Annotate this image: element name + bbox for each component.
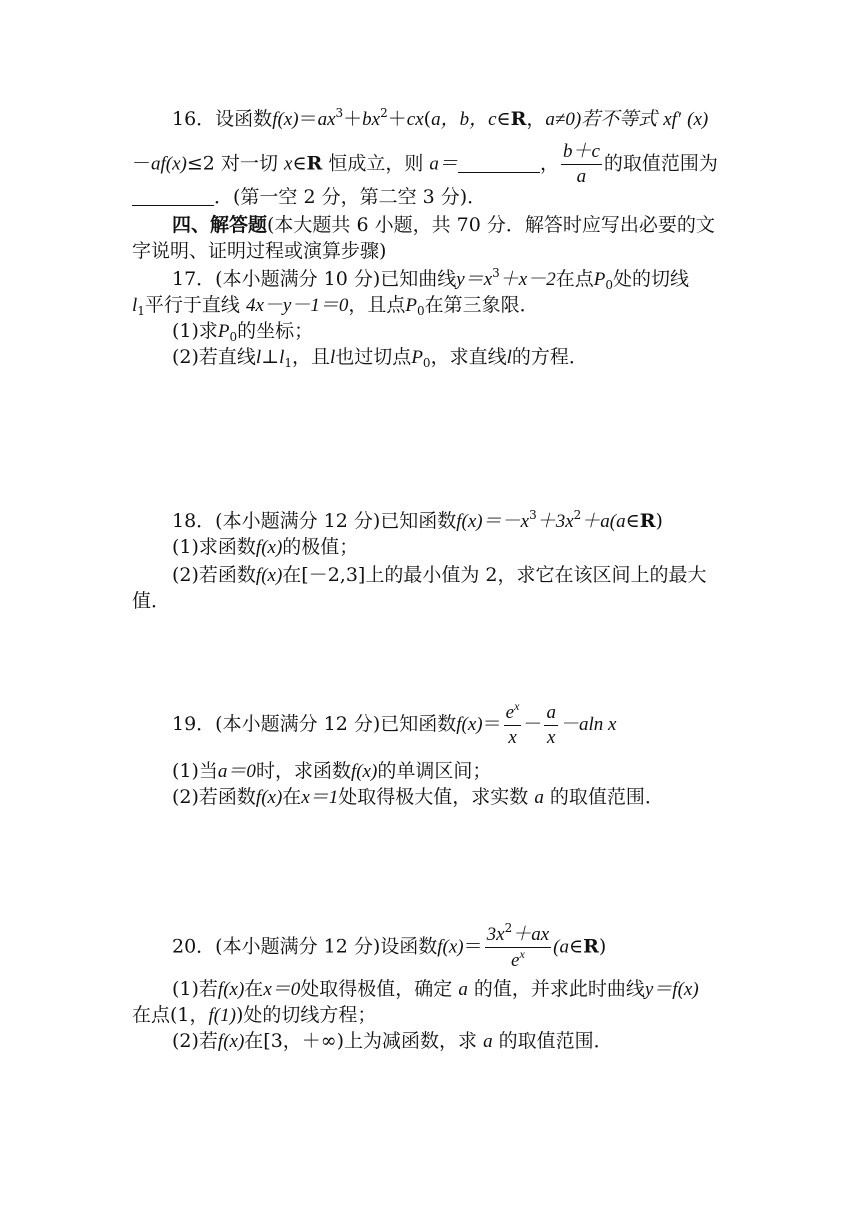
q17-part2: (2)若直线$l\perp l_1$，且l也过切点$P_0$，求直线l的方程． [172, 346, 588, 370]
section-title: 四、解答题 [172, 214, 268, 236]
q20-part1-cont: 在点(1，f(1))处的切线方程； [132, 1004, 377, 1026]
q19-part1: (1)当a＝0时，求函数f(x)的单调区间； [172, 760, 492, 782]
q16-line2: －af(x)≤2 对一切 x∈R 恒成立，则 a＝ ， $\frac{b+c}{a}$ 的取值范围为 [132, 141, 718, 187]
fraction-b-plus-c-over-a: $\frac{b+c}{a}$ [562, 141, 600, 187]
q18-line1: 18．(本小题满分 12 分)已知函数$f(x)=-x^3+3x^2+a(a\in R)$ [172, 508, 663, 532]
section4-line2: 字说明、证明过程或演算步骤) [132, 240, 387, 262]
answer-blank-1 [458, 154, 540, 173]
answer-blank-2 [132, 187, 214, 206]
q18-part1: (1)求函数f(x)的极值； [172, 536, 359, 558]
q20-line1: 20．(本小题满分 12 分)设函数f(x)＝ $\frac{3x^2+ax}{e^x}$ (a∈R) [172, 921, 607, 971]
q20-part2: (2)若f(x)在[3，＋∞)上为减函数，求 a 的取值范围． [172, 1030, 613, 1052]
q18-part2-cont: 值． [132, 590, 171, 612]
q16-line3: ．(第一空 2 分，第二空 3 分)． [132, 184, 486, 210]
q19-line1: 19．(本小题满分 12 分)已知函数f(x)＝ $\frac{e^x}{x}$ － $\frac{a}{x}$ －aln x [172, 699, 617, 748]
fraction-a-over-x: $\frac{a}{x}$ [546, 701, 556, 748]
fraction-ex-over-x: $\frac{e^x}{x}$ [505, 699, 520, 748]
q18-part2: (2)若函数f(x)在[－2,3]上的最小值为 2，求它在该区间上的最大 [172, 564, 707, 586]
section4-line1: 四、解答题(本大题共 6 小题，共 70 分．解答时应写出必要的文 [172, 214, 715, 236]
q17-line2: $l_1$平行于直线 4x－y－1＝0，且点$P_0$在第三象限． [132, 294, 539, 318]
q19-part2: (2)若函数f(x)在x＝1处取得极大值，求实数 a 的取值范围． [172, 786, 664, 808]
q17-line1: 17．(本小题满分 10 分)已知曲线$y=x^3+x-2$在点$P_0$处的切线 [172, 266, 689, 292]
q17-part1: (1)求$P_0$的坐标； [172, 320, 314, 344]
q20-part1: (1)若f(x)在x＝0处取得极值，确定 a 的值，并求此时曲线y＝f(x) [172, 978, 699, 1000]
q16-line1: 16．设函数$f(x)=ax^3+bx^2+cx(a$，b，c∈R，a≠0)若不等式 xf′ (x) [172, 106, 709, 130]
fraction-3x2-plus-ax-over-ex: $\frac{3x^2+ax}{e^x}$ [486, 921, 550, 971]
